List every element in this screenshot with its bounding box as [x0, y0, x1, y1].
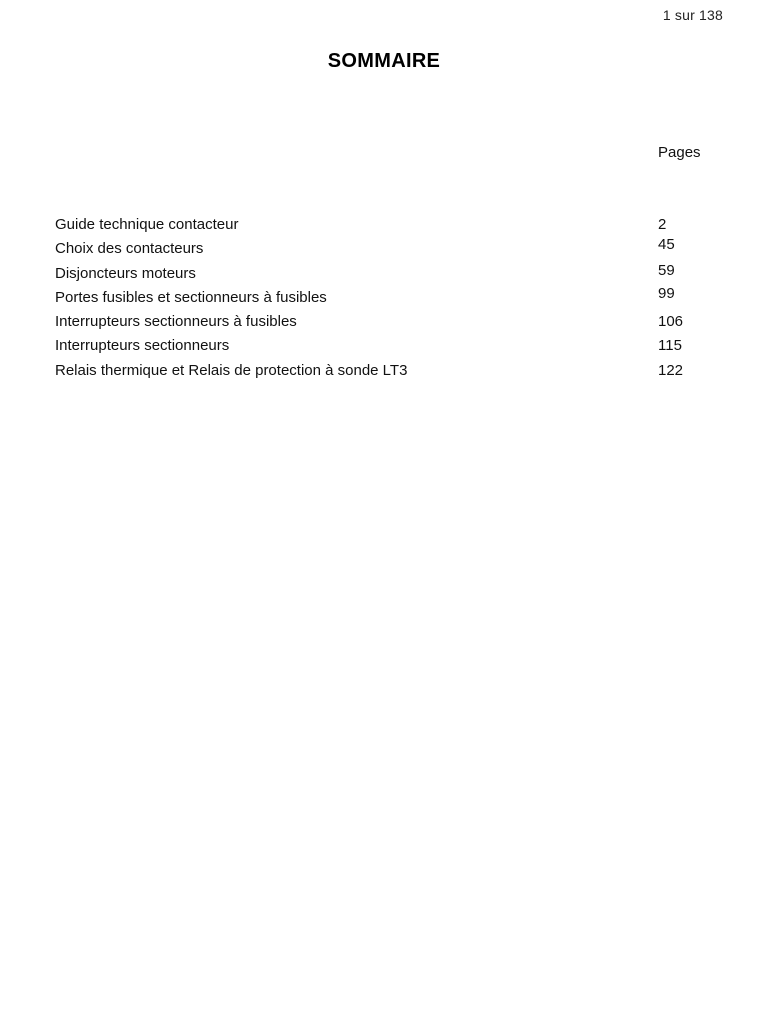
pages-column-header: Pages [658, 144, 701, 161]
toc-entry-label: Relais thermique et Relais de protection à sonde LT3 [55, 361, 408, 379]
toc-entry [55, 215, 715, 239]
toc-entry-label: Portes fusibles et sectionneurs à fusibles [55, 288, 327, 306]
toc-entry-label: Choix des contacteurs [55, 240, 204, 258]
toc-entry [55, 361, 715, 385]
toc-entry-page: 2 [658, 216, 667, 233]
toc-entry-page: 45 [658, 236, 675, 254]
toc-entry [55, 261, 715, 288]
page-counter: 1 sur 138 [662, 7, 723, 23]
toc-entry [55, 336, 715, 360]
toc-entry-page: 106 [658, 313, 684, 331]
toc-entry-label: Disjoncteurs moteurs [55, 264, 196, 282]
toc-entry-label: Interrupteurs sectionneurs [55, 337, 230, 355]
toc-entry-page: 122 [658, 361, 684, 379]
toc-entry [55, 236, 715, 263]
toc-entry [55, 284, 715, 312]
document-title: SOMMAIRE [327, 50, 441, 72]
toc-entry-page: 115 [658, 337, 682, 355]
table-of-contents [55, 215, 715, 385]
toc-entry [55, 312, 715, 336]
toc-entry-page: 59 [658, 261, 675, 279]
toc-entry-label: Interrupteurs sectionneurs à fusibles [55, 313, 297, 331]
toc-entry-page: 99 [658, 284, 675, 302]
toc-entry-label: Guide technique contacteur [55, 216, 239, 233]
